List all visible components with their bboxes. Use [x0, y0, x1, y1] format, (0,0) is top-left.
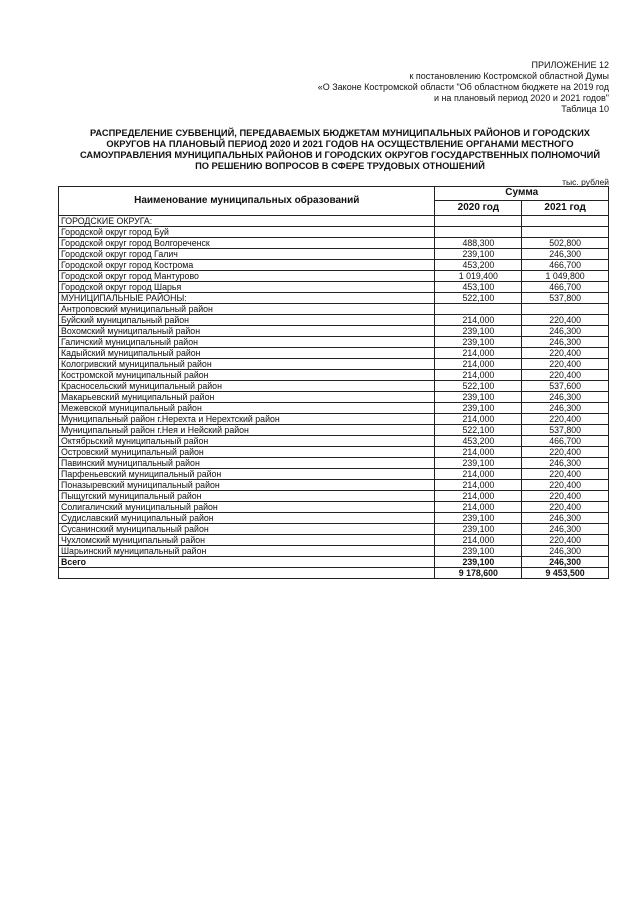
row-value-2020: 214,000: [435, 480, 522, 491]
appendix-period: и на плановый период 2020 и 2021 годов": [433, 93, 609, 103]
table-row: [59, 392, 609, 403]
appendix-decree: к постановлению Костромской областной Думы: [409, 71, 609, 81]
title-line: ОКРУГОВ НА ПЛАНОВЫЙ ПЕРИОД 2020 И 2021 ГОДОВ НА ОСУЩЕСТВЛЕНИЕ ОРГАНАМИ МЕСТНОГО: [106, 139, 574, 149]
table-row: [59, 337, 609, 348]
row-name: Солигаличский муниципальный район: [59, 502, 435, 513]
row-value-2021: 537,600: [522, 381, 609, 392]
table-row: [59, 557, 609, 568]
row-value-2020: [435, 304, 522, 315]
appendix-header: [318, 60, 609, 115]
table-row: [59, 436, 609, 447]
row-value-2021: 246,300: [522, 403, 609, 414]
row-value-2021: 220,400: [522, 469, 609, 480]
row-value-2020: 214,000: [435, 414, 522, 425]
row-value-2020: 239,100: [435, 392, 522, 403]
table-row: [59, 216, 609, 227]
row-value-2021: 246,300: [522, 326, 609, 337]
row-value-2020: 522,100: [435, 293, 522, 304]
table-row: [59, 359, 609, 370]
table-row: [59, 568, 609, 579]
appendix-number: ПРИЛОЖЕНИЕ 12: [531, 60, 609, 70]
row-value-2020: [435, 216, 522, 227]
row-value-2020: 214,000: [435, 315, 522, 326]
row-value-2020: 453,200: [435, 260, 522, 271]
column-header-2021: 2021 год: [522, 200, 609, 215]
row-name: Поназыревский муниципальный район: [59, 480, 435, 491]
row-value-2020: 522,100: [435, 381, 522, 392]
row-name: Буйский муниципальный район: [59, 315, 435, 326]
row-name: Городской округ город Мантурово: [59, 271, 435, 282]
row-value-2020: 239,100: [435, 513, 522, 524]
table-row: [59, 469, 609, 480]
row-name: ГОРОДСКИЕ ОКРУГА:: [59, 216, 435, 227]
table-body: [59, 216, 609, 579]
subventions-table: [58, 186, 609, 579]
table-row: [59, 480, 609, 491]
table-row: [59, 293, 609, 304]
row-value-2020: 214,000: [435, 370, 522, 381]
table-row: [59, 535, 609, 546]
row-value-2021: 220,400: [522, 315, 609, 326]
table-row: [59, 282, 609, 293]
row-value-2021: 246,300: [522, 392, 609, 403]
row-name: Межевской муниципальный район: [59, 403, 435, 414]
row-value-2020: 453,200: [435, 436, 522, 447]
table-number: Таблица 10: [561, 104, 609, 114]
row-name: Городской округ город Волгореченск: [59, 238, 435, 249]
row-name: МУНИЦИПАЛЬНЫЕ РАЙОНЫ:: [59, 293, 435, 304]
row-value-2021: 246,300: [522, 557, 609, 568]
row-value-2020: 239,100: [435, 326, 522, 337]
row-value-2021: 220,400: [522, 447, 609, 458]
row-value-2021: [522, 227, 609, 238]
row-value-2020: 239,100: [435, 524, 522, 535]
row-value-2021: 246,300: [522, 458, 609, 469]
row-value-2020: 214,000: [435, 348, 522, 359]
row-name: Островский муниципальный район: [59, 447, 435, 458]
row-value-2020: 488,300: [435, 238, 522, 249]
row-value-2021: 220,400: [522, 370, 609, 381]
row-value-2020: 214,000: [435, 535, 522, 546]
row-name: Городской округ город Галич: [59, 249, 435, 260]
row-name: Пыщугский муниципальный район: [59, 491, 435, 502]
row-name: Костромской муниципальный район: [59, 370, 435, 381]
row-name: Шарьинский муниципальный район: [59, 546, 435, 557]
row-value-2020: 239,100: [435, 557, 522, 568]
row-value-2021: 502,800: [522, 238, 609, 249]
row-name: Красносельский муниципальный район: [59, 381, 435, 392]
table-row: [59, 447, 609, 458]
row-name: Всего: [59, 557, 435, 568]
row-value-2021: 246,300: [522, 546, 609, 557]
row-name: Парфеньевский муниципальный район: [59, 469, 435, 480]
row-value-2021: 246,300: [522, 524, 609, 535]
row-value-2021: 466,700: [522, 260, 609, 271]
table-row: [59, 238, 609, 249]
row-value-2020: 214,000: [435, 491, 522, 502]
row-value-2021: 220,400: [522, 414, 609, 425]
row-name: Павинский муниципальный район: [59, 458, 435, 469]
table-row: [59, 502, 609, 513]
row-value-2020: [435, 227, 522, 238]
table-row: [59, 249, 609, 260]
row-value-2021: [522, 216, 609, 227]
units-label: тыс. рублей: [562, 177, 609, 187]
row-value-2020: 214,000: [435, 359, 522, 370]
row-value-2020: 9 178,600: [435, 568, 522, 579]
title-line: ПО РЕШЕНИЮ ВОПРОСОВ В СФЕРЕ ТРУДОВЫХ ОТНОШЕНИЙ: [195, 161, 485, 171]
row-value-2020: 214,000: [435, 502, 522, 513]
table-row: [59, 546, 609, 557]
document-title: [60, 128, 620, 172]
row-value-2020: 239,100: [435, 337, 522, 348]
appendix-law: «О Законе Костромской области "Об областном бюджете на 2019 год: [317, 82, 609, 92]
row-value-2020: 239,100: [435, 458, 522, 469]
table-row: [59, 381, 609, 392]
row-value-2021: 220,400: [522, 535, 609, 546]
row-value-2020: 239,100: [435, 546, 522, 557]
title-line: РАСПРЕДЕЛЕНИЕ СУБВЕНЦИЙ, ПЕРЕДАВАЕМЫХ БЮДЖЕТАМ МУНИЦИПАЛЬНЫХ РАЙОНОВ И ГОРОДСКИХ: [90, 128, 590, 138]
row-value-2020: 239,100: [435, 403, 522, 414]
row-value-2021: 246,300: [522, 513, 609, 524]
row-value-2021: 9 453,500: [522, 568, 609, 579]
row-value-2021: 537,800: [522, 293, 609, 304]
row-value-2021: 220,400: [522, 359, 609, 370]
table-row: [59, 227, 609, 238]
row-value-2021: 246,300: [522, 337, 609, 348]
row-name: Вохомский муниципальный район: [59, 326, 435, 337]
table-row: [59, 513, 609, 524]
row-name: Чухломский муниципальный район: [59, 535, 435, 546]
row-name: Городской округ город Шарья: [59, 282, 435, 293]
row-value-2020: 1 019,400: [435, 271, 522, 282]
table-row: [59, 260, 609, 271]
table-row: [59, 370, 609, 381]
row-name: Городской округ город Кострома: [59, 260, 435, 271]
table-row: [59, 403, 609, 414]
row-value-2020: 214,000: [435, 447, 522, 458]
row-name: Октябрьский муниципальный район: [59, 436, 435, 447]
row-name: Сусанинский муниципальный район: [59, 524, 435, 535]
column-header-name: Наименование муниципальных образований: [59, 187, 435, 216]
row-value-2021: 246,300: [522, 249, 609, 260]
table-row: [59, 315, 609, 326]
row-name: [59, 568, 435, 579]
table-row: [59, 491, 609, 502]
row-value-2021: 220,400: [522, 480, 609, 491]
table-row: [59, 326, 609, 337]
row-value-2021: 537,800: [522, 425, 609, 436]
row-name: Судиславский муниципальный район: [59, 513, 435, 524]
table-row: [59, 304, 609, 315]
row-value-2021: 220,400: [522, 502, 609, 513]
table-row: [59, 414, 609, 425]
table-row: [59, 425, 609, 436]
row-value-2021: [522, 304, 609, 315]
row-value-2021: 220,400: [522, 348, 609, 359]
row-name: Макарьевский муниципальный район: [59, 392, 435, 403]
row-name: Муниципальный район г.Нея и Нейский район: [59, 425, 435, 436]
table-row: [59, 458, 609, 469]
row-name: Городской округ город Буй: [59, 227, 435, 238]
row-value-2020: 522,100: [435, 425, 522, 436]
row-value-2020: 239,100: [435, 249, 522, 260]
title-line: САМОУПРАВЛЕНИЯ МУНИЦИПАЛЬНЫХ РАЙОНОВ И ГОРОДСКИХ ОКРУГОВ ГОСУДАРСТВЕННЫХ ПОЛНОМОЧИЙ: [79, 150, 601, 160]
row-value-2021: 466,700: [522, 282, 609, 293]
row-value-2020: 214,000: [435, 469, 522, 480]
column-header-2020: 2020 год: [435, 200, 522, 215]
table-row: [59, 271, 609, 282]
row-name: Муниципальный район г.Нерехта и Нерехтский район: [59, 414, 435, 425]
column-header-sum: Сумма: [435, 187, 609, 201]
table-row: [59, 524, 609, 535]
row-name: Кадыйский муниципальный район: [59, 348, 435, 359]
table-row: [59, 348, 609, 359]
row-name: Кологривский муниципальный район: [59, 359, 435, 370]
row-value-2021: 220,400: [522, 491, 609, 502]
row-name: Антроповский муниципальный район: [59, 304, 435, 315]
row-value-2021: 1 049,800: [522, 271, 609, 282]
row-value-2020: 453,100: [435, 282, 522, 293]
row-value-2021: 466,700: [522, 436, 609, 447]
row-name: Галичский муниципальный район: [59, 337, 435, 348]
